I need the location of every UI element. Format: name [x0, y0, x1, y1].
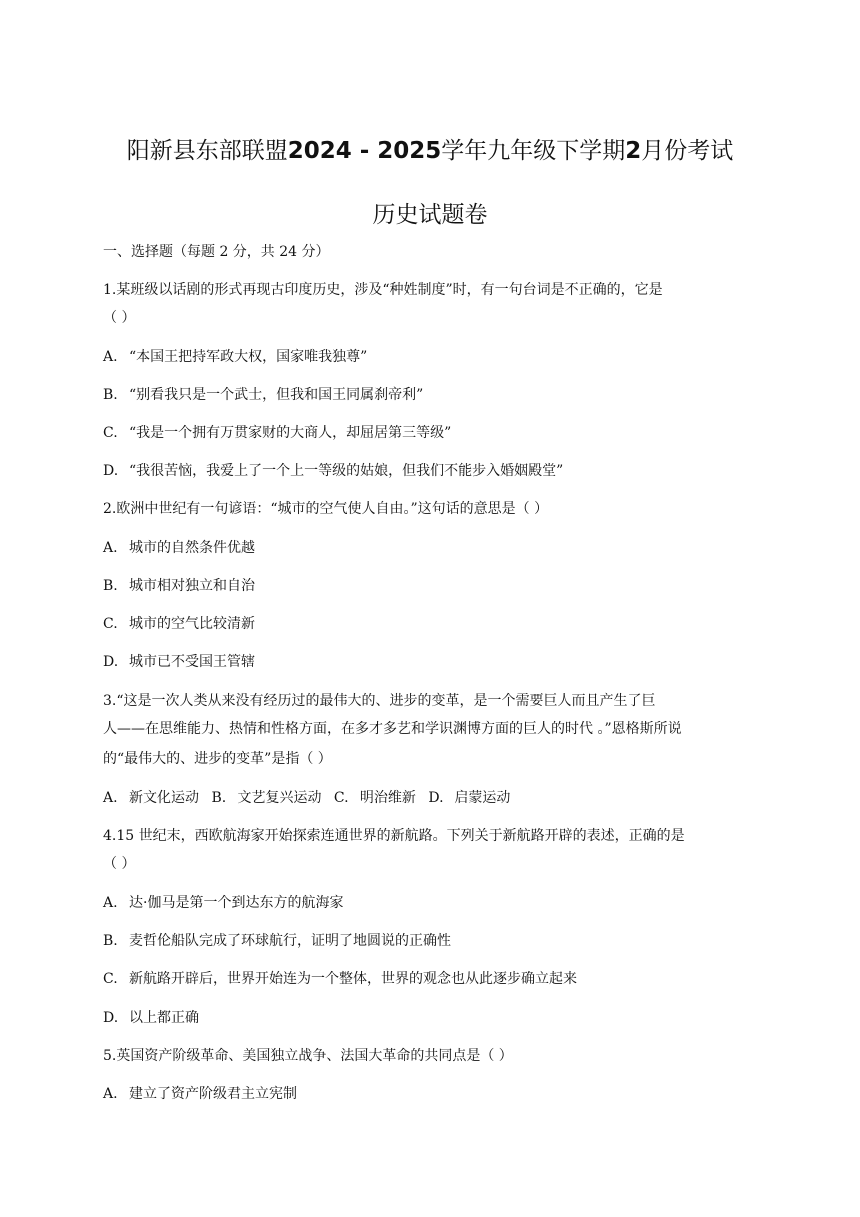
option-text: 城市的自然条件优越 [129, 540, 255, 556]
option-letter: A. [103, 1086, 118, 1102]
option-letter: C. [103, 425, 118, 441]
option-letter: D. [103, 463, 119, 479]
question-5-stem: 5.英国资产阶级革命、美国独立战争、法国大革命的共同点是（ ） [103, 1048, 513, 1064]
option-letter: C. [103, 971, 118, 987]
option-text: 城市相对独立和自治 [129, 578, 255, 594]
option-letter: B. [103, 933, 118, 949]
question-4-stem: 4.15 世纪末，西欧航海家开始探索连通世界的新航路。下列关于新航路开辟的表述，正确的是 [103, 828, 685, 844]
option-letter: B. [103, 387, 118, 403]
option-text: 文艺复兴运动 [237, 790, 322, 806]
option-letter: C. [333, 790, 349, 806]
option-letter: D. [428, 790, 444, 806]
title-school: 阳新县东部联盟 [126, 138, 288, 164]
option-text: 明治维新 [359, 790, 416, 806]
question-2-option-a [103, 539, 255, 557]
option-letter: A. [103, 895, 118, 911]
question-3-stem-end: 的“最伟大的、进步的变革”是指（ ） [103, 751, 332, 767]
option-letter: B. [103, 578, 118, 594]
question-2-option-d [103, 653, 255, 671]
question-4-option-a [103, 894, 343, 912]
question-1-option-b [103, 386, 423, 404]
question-4-answer-blank: （ ） [103, 856, 136, 872]
question-1-stem: 1.某班级以话剧的形式再现古印度历史，涉及“种姓制度”时，有一句台词是不正确的，它是 [103, 282, 663, 298]
question-1-answer-blank: （ ） [103, 310, 136, 326]
option-text: 新航路开辟后，世界开始连为一个整体，世界的观念也从此逐步确立起来 [129, 971, 577, 987]
title-year-start: 2024 [287, 138, 352, 164]
exam-subtitle: 历史试题卷 [372, 202, 488, 228]
option-letter: D. [103, 654, 119, 670]
option-letter: A. [103, 790, 118, 806]
option-letter: B. [211, 790, 227, 806]
option-text: 新文化运动 [129, 790, 199, 806]
option-text: 建立了资产阶级君主立宪制 [129, 1086, 297, 1102]
question-3-options [103, 789, 510, 807]
question-2-option-c [103, 615, 255, 633]
option-text: 麦哲伦船队完成了环球航行，证明了地圆说的正确性 [129, 933, 451, 949]
option-text: “本国王把持军政大权，国家唯我独尊” [129, 349, 368, 365]
question-1-option-d [103, 462, 563, 480]
question-1-option-a [103, 348, 367, 366]
title-exam: 月份考试 [641, 138, 734, 164]
option-letter: A. [103, 349, 118, 365]
title-year-end: 2025 [377, 138, 442, 164]
option-letter: A. [103, 540, 118, 556]
question-3-stem-cont: 人——在思维能力、热情和性格方面，在多才多艺和学识渊博方面的巨人的时代 。”恩格斯所说 [103, 721, 682, 737]
option-text: 启蒙运动 [454, 790, 511, 806]
question-5-option-a [103, 1085, 297, 1103]
title-dash: - [351, 138, 378, 164]
option-text: 城市的空气比较清新 [129, 616, 255, 632]
option-letter: D. [103, 1010, 119, 1026]
question-4-option-c [103, 970, 577, 988]
question-1-option-c [103, 424, 451, 442]
title-term: 学年九年级下学期 [441, 138, 626, 164]
question-2-option-b [103, 577, 255, 595]
option-text: “我很苦恼，我爱上了一个上一等级的姑娘，但我们不能步入婚姻殿堂” [129, 463, 564, 479]
option-text: 城市已不受国王管辖 [129, 654, 255, 670]
question-4-option-d [103, 1009, 199, 1027]
question-4-option-b [103, 932, 451, 950]
section-heading: 一、选择题（每题 2 分，共 24 分） [103, 244, 330, 260]
option-text: 达·伽马是第一个到达东方的航海家 [129, 895, 344, 911]
title-month: 2 [625, 138, 642, 164]
question-3-stem: 3.“这是一次人类从来没有经历过的最伟大的、进步的变革，是一个需要巨人而且产生了巨 [103, 693, 656, 709]
option-text: “别看我只是一个武士，但我和国王同属刹帝利” [129, 387, 424, 403]
exam-title [0, 132, 860, 165]
question-2-stem: 2.欧洲中世纪有一句谚语：“城市的空气使人自由。”这句话的意思是（ ） [103, 501, 549, 517]
option-text: 以上都正确 [129, 1010, 199, 1026]
option-letter: C. [103, 616, 118, 632]
option-text: “我是一个拥有万贯家财的大商人，却屈居第三等级” [129, 425, 452, 441]
